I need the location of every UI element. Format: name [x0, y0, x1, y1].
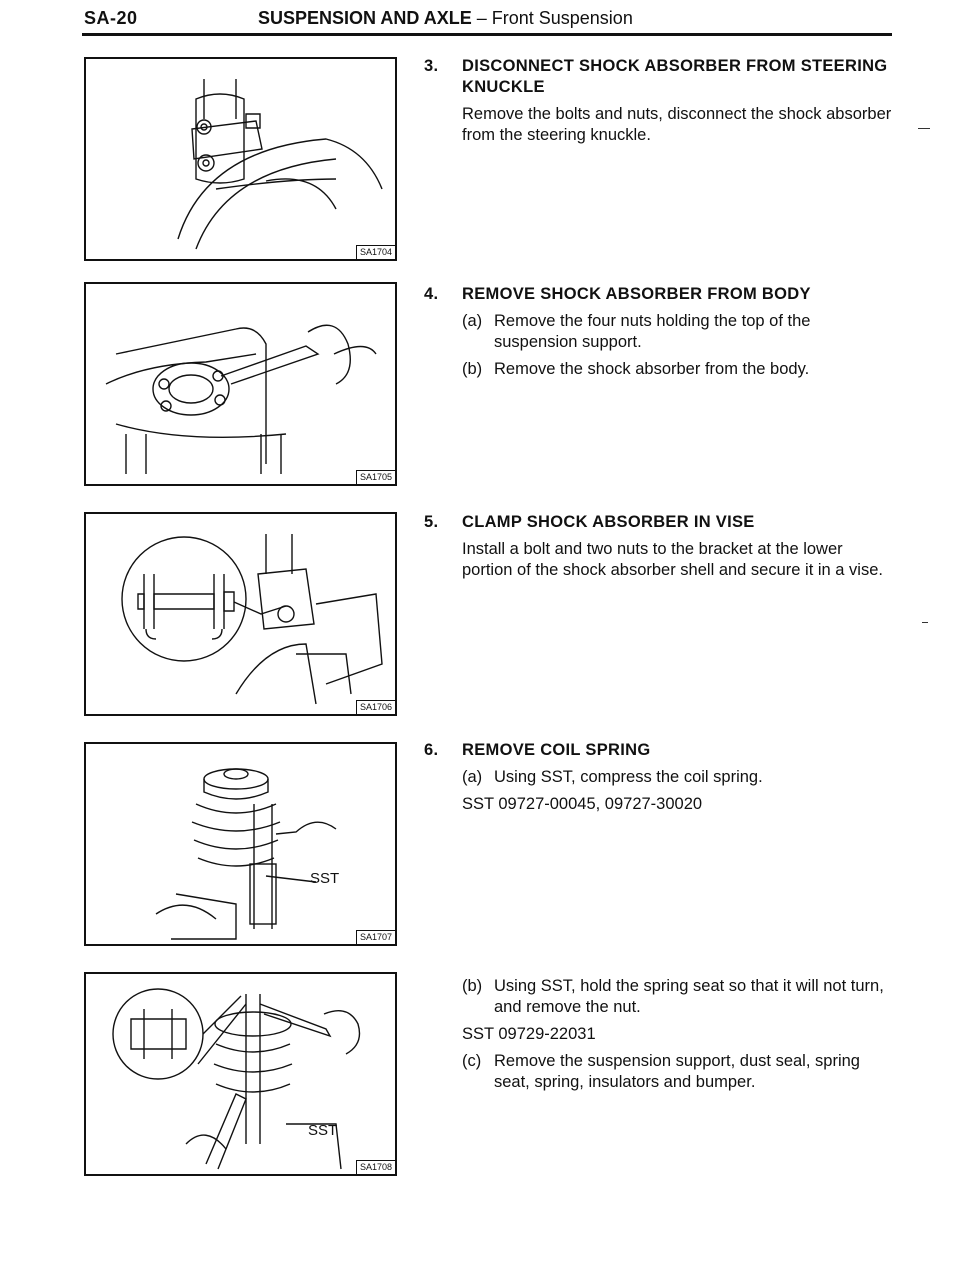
page-header — [0, 0, 960, 40]
substep-label: (b) — [462, 360, 483, 378]
step-6 — [424, 740, 894, 815]
sst-callout: SST — [310, 870, 340, 887]
step-3 — [424, 56, 894, 146]
section-title: SUSPENSION AND AXLE — [258, 8, 472, 28]
subsection-title: Front Suspension — [491, 8, 633, 28]
step-number: 4. — [424, 285, 439, 303]
substep-label: (b) — [462, 977, 483, 995]
step-heading — [424, 284, 894, 305]
figure-spring-compressor — [84, 742, 397, 946]
sst-callout: SST — [308, 1122, 338, 1139]
spring-seat-holder-illustration — [86, 974, 397, 1176]
substep-label: (c) — [462, 1052, 482, 1070]
step-title: REMOVE SHOCK ABSORBER FROM BODY — [462, 285, 811, 303]
scan-mark — [918, 128, 930, 129]
step-title: REMOVE COIL SPRING — [462, 741, 651, 759]
figure-upper-support — [84, 282, 397, 486]
figure-code: SA1707 — [356, 930, 395, 944]
substep-label: (a) — [462, 768, 483, 786]
step-title: CLAMP SHOCK ABSORBER IN VISE — [462, 513, 755, 531]
figure-knuckle-bolts — [84, 57, 397, 261]
step-title-line-1: DISCONNECT SHOCK ABSORBER FROM STEERING — [462, 57, 888, 75]
step-text: Remove the bolts and nuts, disconnect the shock absorber from the steering knuckle. — [462, 105, 892, 144]
step-5 — [424, 512, 894, 581]
step-heading — [424, 740, 894, 761]
sst-number-line: SST 09729-22031 — [462, 1025, 596, 1043]
upper-support-illustration — [86, 284, 397, 486]
step-4 — [424, 284, 894, 380]
figure-code: SA1706 — [356, 700, 395, 714]
scan-mark — [922, 622, 928, 623]
step-title — [462, 56, 887, 98]
step-number: 5. — [424, 513, 439, 531]
substep-b — [462, 976, 894, 1018]
knuckle-illustration — [86, 59, 397, 261]
figure-code: SA1705 — [356, 470, 395, 484]
page-number: SA-20 — [84, 8, 138, 28]
substep-text: Remove the shock absorber from the body. — [494, 360, 810, 378]
substep-a — [462, 767, 894, 788]
sst-number-line: SST 09727-00045, 09727-30020 — [462, 795, 703, 813]
figure-spring-seat-holder — [84, 972, 397, 1176]
figure-code: SA1708 — [356, 1160, 395, 1174]
page-title — [258, 8, 633, 29]
step-title-line-2: KNUCKLE — [462, 78, 545, 96]
figure-code: SA1704 — [356, 245, 395, 259]
figure-vise-clamp — [84, 512, 397, 716]
step-number: 3. — [424, 57, 439, 75]
substep-b — [462, 359, 894, 380]
substep-a — [462, 311, 894, 353]
header-rule — [82, 33, 892, 36]
substep-text: Remove the suspension support, dust seal, spring seat, spring, insulators and bumper. — [494, 1052, 860, 1091]
substep-label: (a) — [462, 312, 483, 330]
step-heading — [424, 56, 894, 98]
substep-c — [462, 1051, 894, 1093]
vise-clamp-illustration — [86, 514, 397, 716]
substep-text: Using SST, compress the coil spring. — [494, 768, 763, 786]
substep-text: Using SST, hold the spring seat so that it will not turn, and remove the nut. — [494, 977, 884, 1016]
spring-compressor-illustration — [86, 744, 397, 946]
substep-text: Remove the four nuts holding the top of the suspension support. — [494, 312, 811, 351]
step-text: Install a bolt and two nuts to the bracket at the lower portion of the shock absorber shell and secure it in a vise. — [462, 540, 883, 579]
title-separator: – — [476, 8, 487, 28]
step-heading — [424, 512, 894, 533]
step-number: 6. — [424, 741, 439, 759]
step-6-continued — [424, 970, 894, 1093]
